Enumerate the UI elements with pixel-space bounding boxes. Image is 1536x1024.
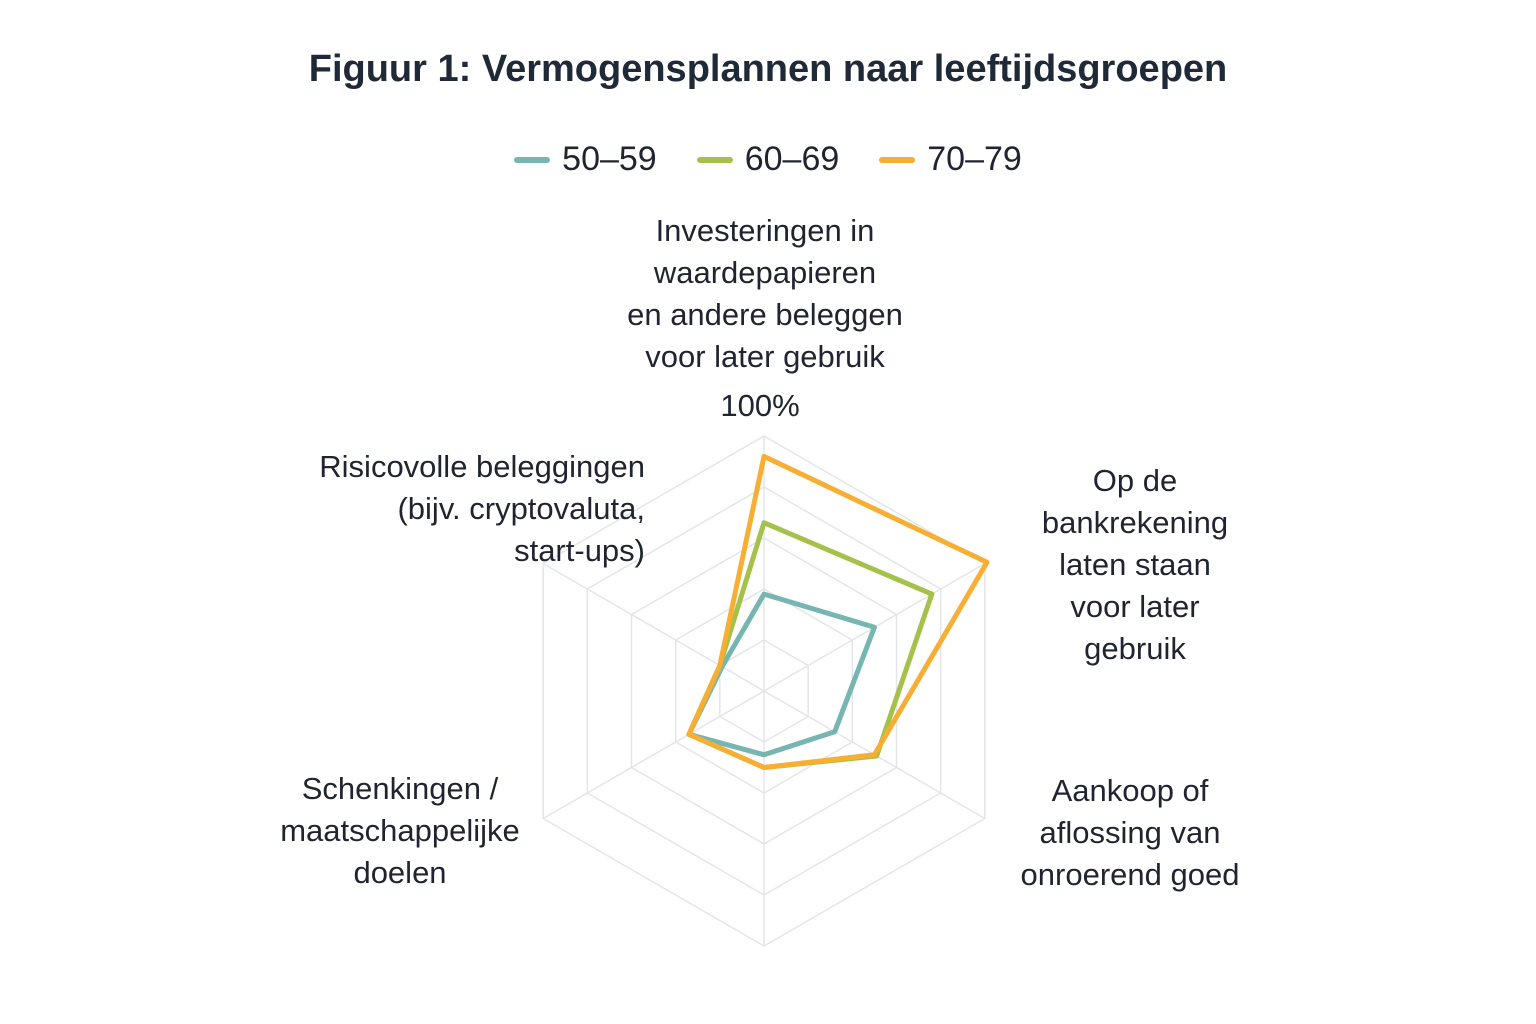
axis-label-risicovolle-beleggingen: Risicovolle beleggingen (bijv. cryptovaluta, start-ups) — [319, 449, 645, 568]
axis-label-onroerend-goed: Aankoop of aflossing van onroerend goed — [1020, 773, 1240, 892]
chart-title: Figuur 1: Vermogensplannen naar leeftijdsgroepen — [308, 48, 1228, 90]
axis-label-investeringen: Investeringen in waardepapieren en andere beleggen voor later gebruik — [627, 213, 903, 374]
scale-label-100: 100% — [720, 388, 800, 423]
axis-label-schenkingen: Schenkingen / maatschappelijke doelen — [280, 771, 520, 890]
legend-label-60-69: 60–69 — [744, 140, 840, 178]
axis-label-bankrekening: Op de bankrekening laten staan voor later gebruik — [1041, 463, 1229, 666]
radar-series — [689, 456, 987, 767]
legend-label-50-59: 50–59 — [562, 140, 657, 178]
legend-label-70-79: 70–79 — [927, 140, 1022, 178]
